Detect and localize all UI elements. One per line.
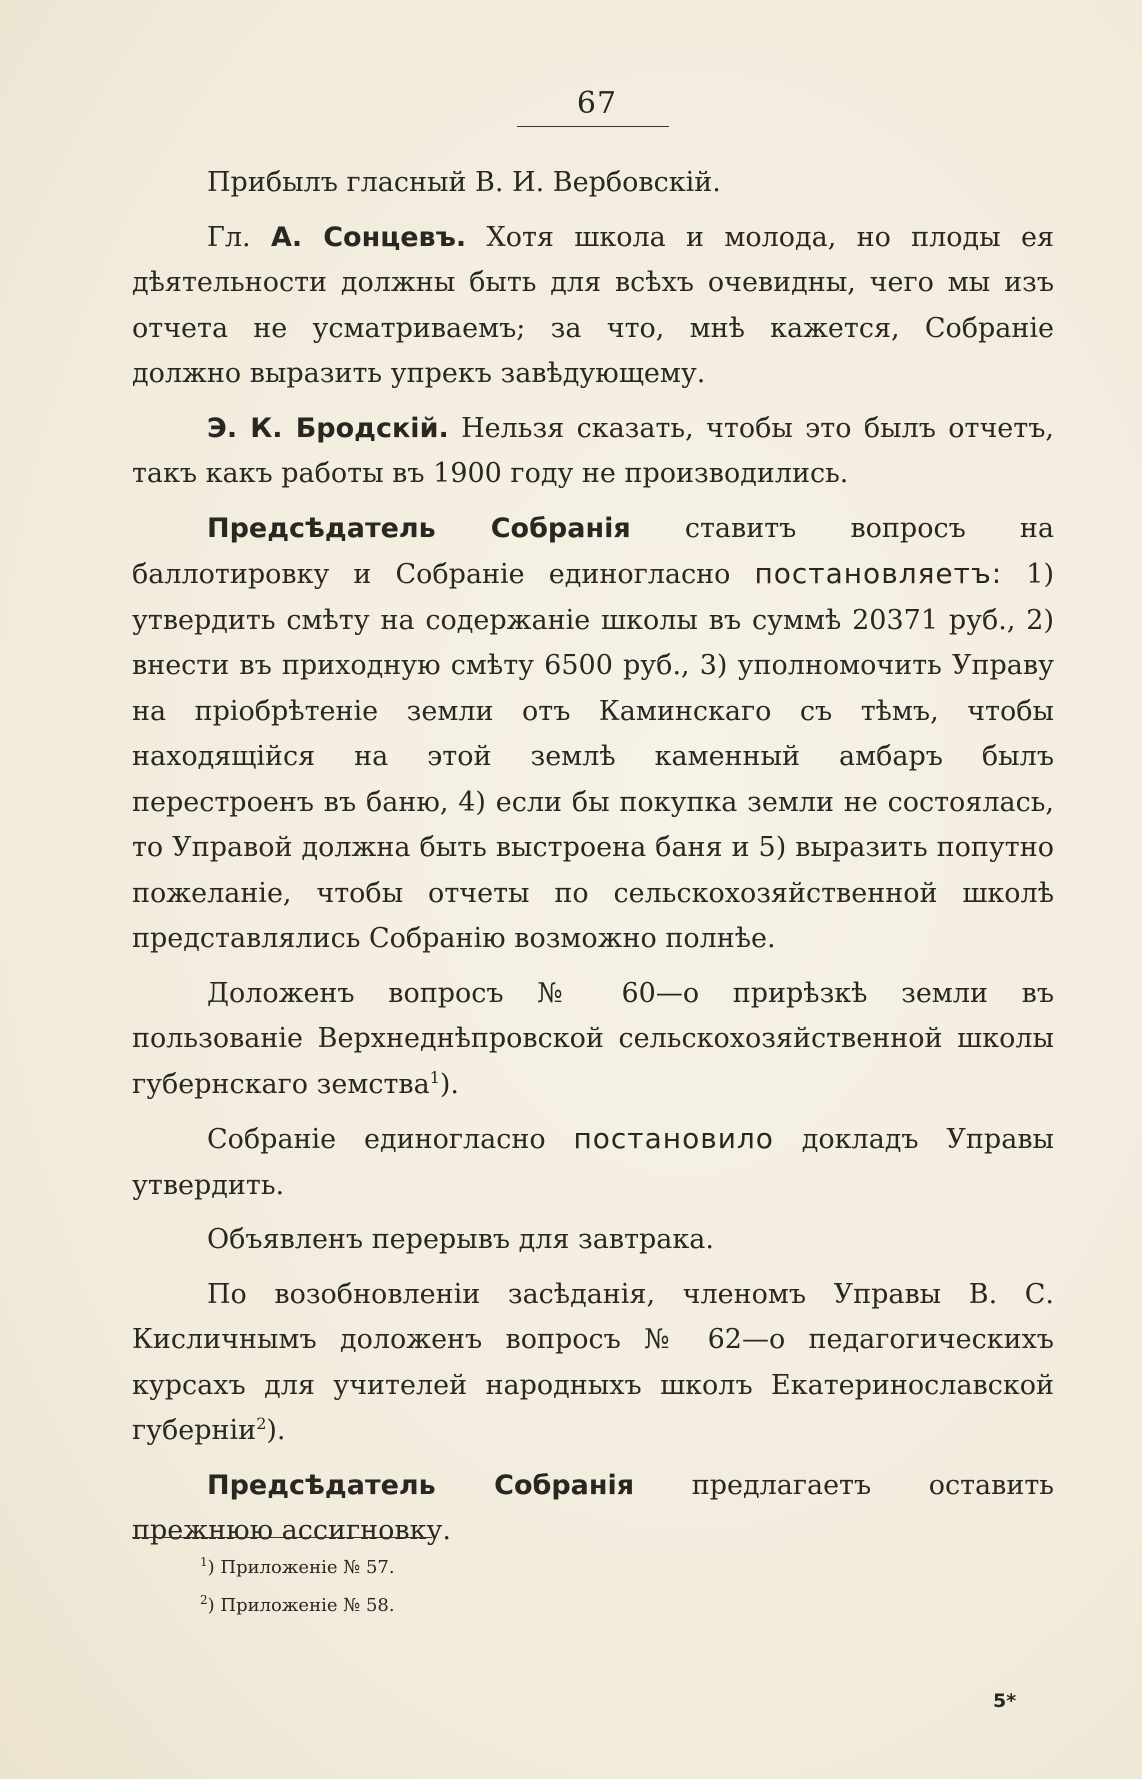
paragraph-5-text: Доложенъ вопросъ № 60—о прирѣзкѣ земли въ пользованіе Верхнеднѣпровской сельскохозяйственной школы губернскаго земства <box>132 977 1054 1100</box>
paragraph-7 <box>132 1217 1054 1263</box>
paragraph-4 <box>132 506 1054 962</box>
paragraph-2-text: Хотя школа и молода, но плоды ея дѣятельности должны быть для всѣхъ очевидны, чего мы изъ отчета не усматриваемъ; за что, мнѣ кажется, Собраніе должно выразить упрекъ завѣдующему. <box>132 221 1054 389</box>
paragraph-3-text: Нельзя сказать, чтобы это былъ отчетъ, такъ какъ работы въ 1900 году не производились. <box>132 412 1054 489</box>
decree-word: постановляетъ: <box>754 557 1003 590</box>
signature-mark: 5* <box>993 1690 1017 1712</box>
paragraph-1 <box>132 160 1054 206</box>
paragraph-7-text: Объявленъ перерывъ для завтрака. <box>207 1224 714 1255</box>
paragraph-6-text-a: Собраніе единогласно <box>207 1124 546 1155</box>
decree-word: постановило <box>573 1122 774 1155</box>
paragraph-4-text-b: 1) утвердить смѣту на содержаніе школы въ суммѣ 20371 руб., 2) внести въ приходную смѣту 6500 руб., 3) уполномочить Управу на пріобрѣтеніе земли отъ Каминскаго съ тѣмъ, чтобы находящійся на этой землѣ каменный амбаръ былъ перестроенъ въ баню, 4) если бы покупка земли не состоялась, то Управой должна быть выстроена баня и 5) выразить попутно пожеланіе, чтобы отчеты по сельскохозяйственной школѣ представлялись Собранію возможно полнѣе. <box>132 559 1054 954</box>
page-number-rule <box>517 126 669 127</box>
footnote-mark: 2 <box>200 1593 208 1607</box>
paragraph-9 <box>132 1463 1054 1554</box>
footnote <box>200 1584 800 1622</box>
footnote-text: ) Приложеніе № 58. <box>207 1595 395 1616</box>
footnote-text: ) Приложеніе № 57. <box>207 1557 395 1578</box>
paragraph-2 <box>132 215 1054 397</box>
paragraph-8-end: ). <box>266 1415 286 1446</box>
paragraph-6 <box>132 1116 1054 1208</box>
footnote-mark: 1 <box>200 1555 208 1569</box>
body-text <box>132 160 1054 1563</box>
paragraph-5-end: ). <box>439 1068 459 1100</box>
speaker-name: Э. К. Бродскій. <box>207 412 449 444</box>
footnote-ref: 1 <box>429 1067 440 1087</box>
paragraph-1-text: Прибылъ гласный В. И. Вербовскій. <box>207 167 721 198</box>
speaker-name: А. Сонцевъ. <box>270 221 467 253</box>
paragraph-6-text-b: докладъ Управы утвердить. <box>132 1124 1055 1201</box>
paragraph-4-text-a: ставитъ вопросъ на баллотировку и Собраніе единогласно <box>132 512 1054 590</box>
paragraph-3 <box>132 406 1054 497</box>
paragraph-8 <box>132 1272 1054 1454</box>
footnote-rule <box>132 1537 432 1538</box>
footnote-ref: 2 <box>256 1414 267 1433</box>
speaker-title: Гл. <box>207 221 251 253</box>
page-number: 67 <box>576 86 618 121</box>
speaker-name: Предсѣдатель Собранія <box>207 1469 635 1501</box>
paragraph-9-text: предлагаетъ оставить прежнюю ассигновку. <box>132 1469 1054 1546</box>
paragraph-8-text: По возобновленіи засѣданія, членомъ Управы В. С. Кисличнымъ доложенъ вопросъ № 62—о педагогическихъ курсахъ для учителей народныхъ школъ Екатеринославской губерніи <box>132 1278 1054 1446</box>
footnotes <box>200 1546 800 1622</box>
footnote <box>200 1546 800 1584</box>
speaker-name: Предсѣдатель Собранія <box>207 512 631 544</box>
paragraph-5 <box>132 971 1054 1108</box>
